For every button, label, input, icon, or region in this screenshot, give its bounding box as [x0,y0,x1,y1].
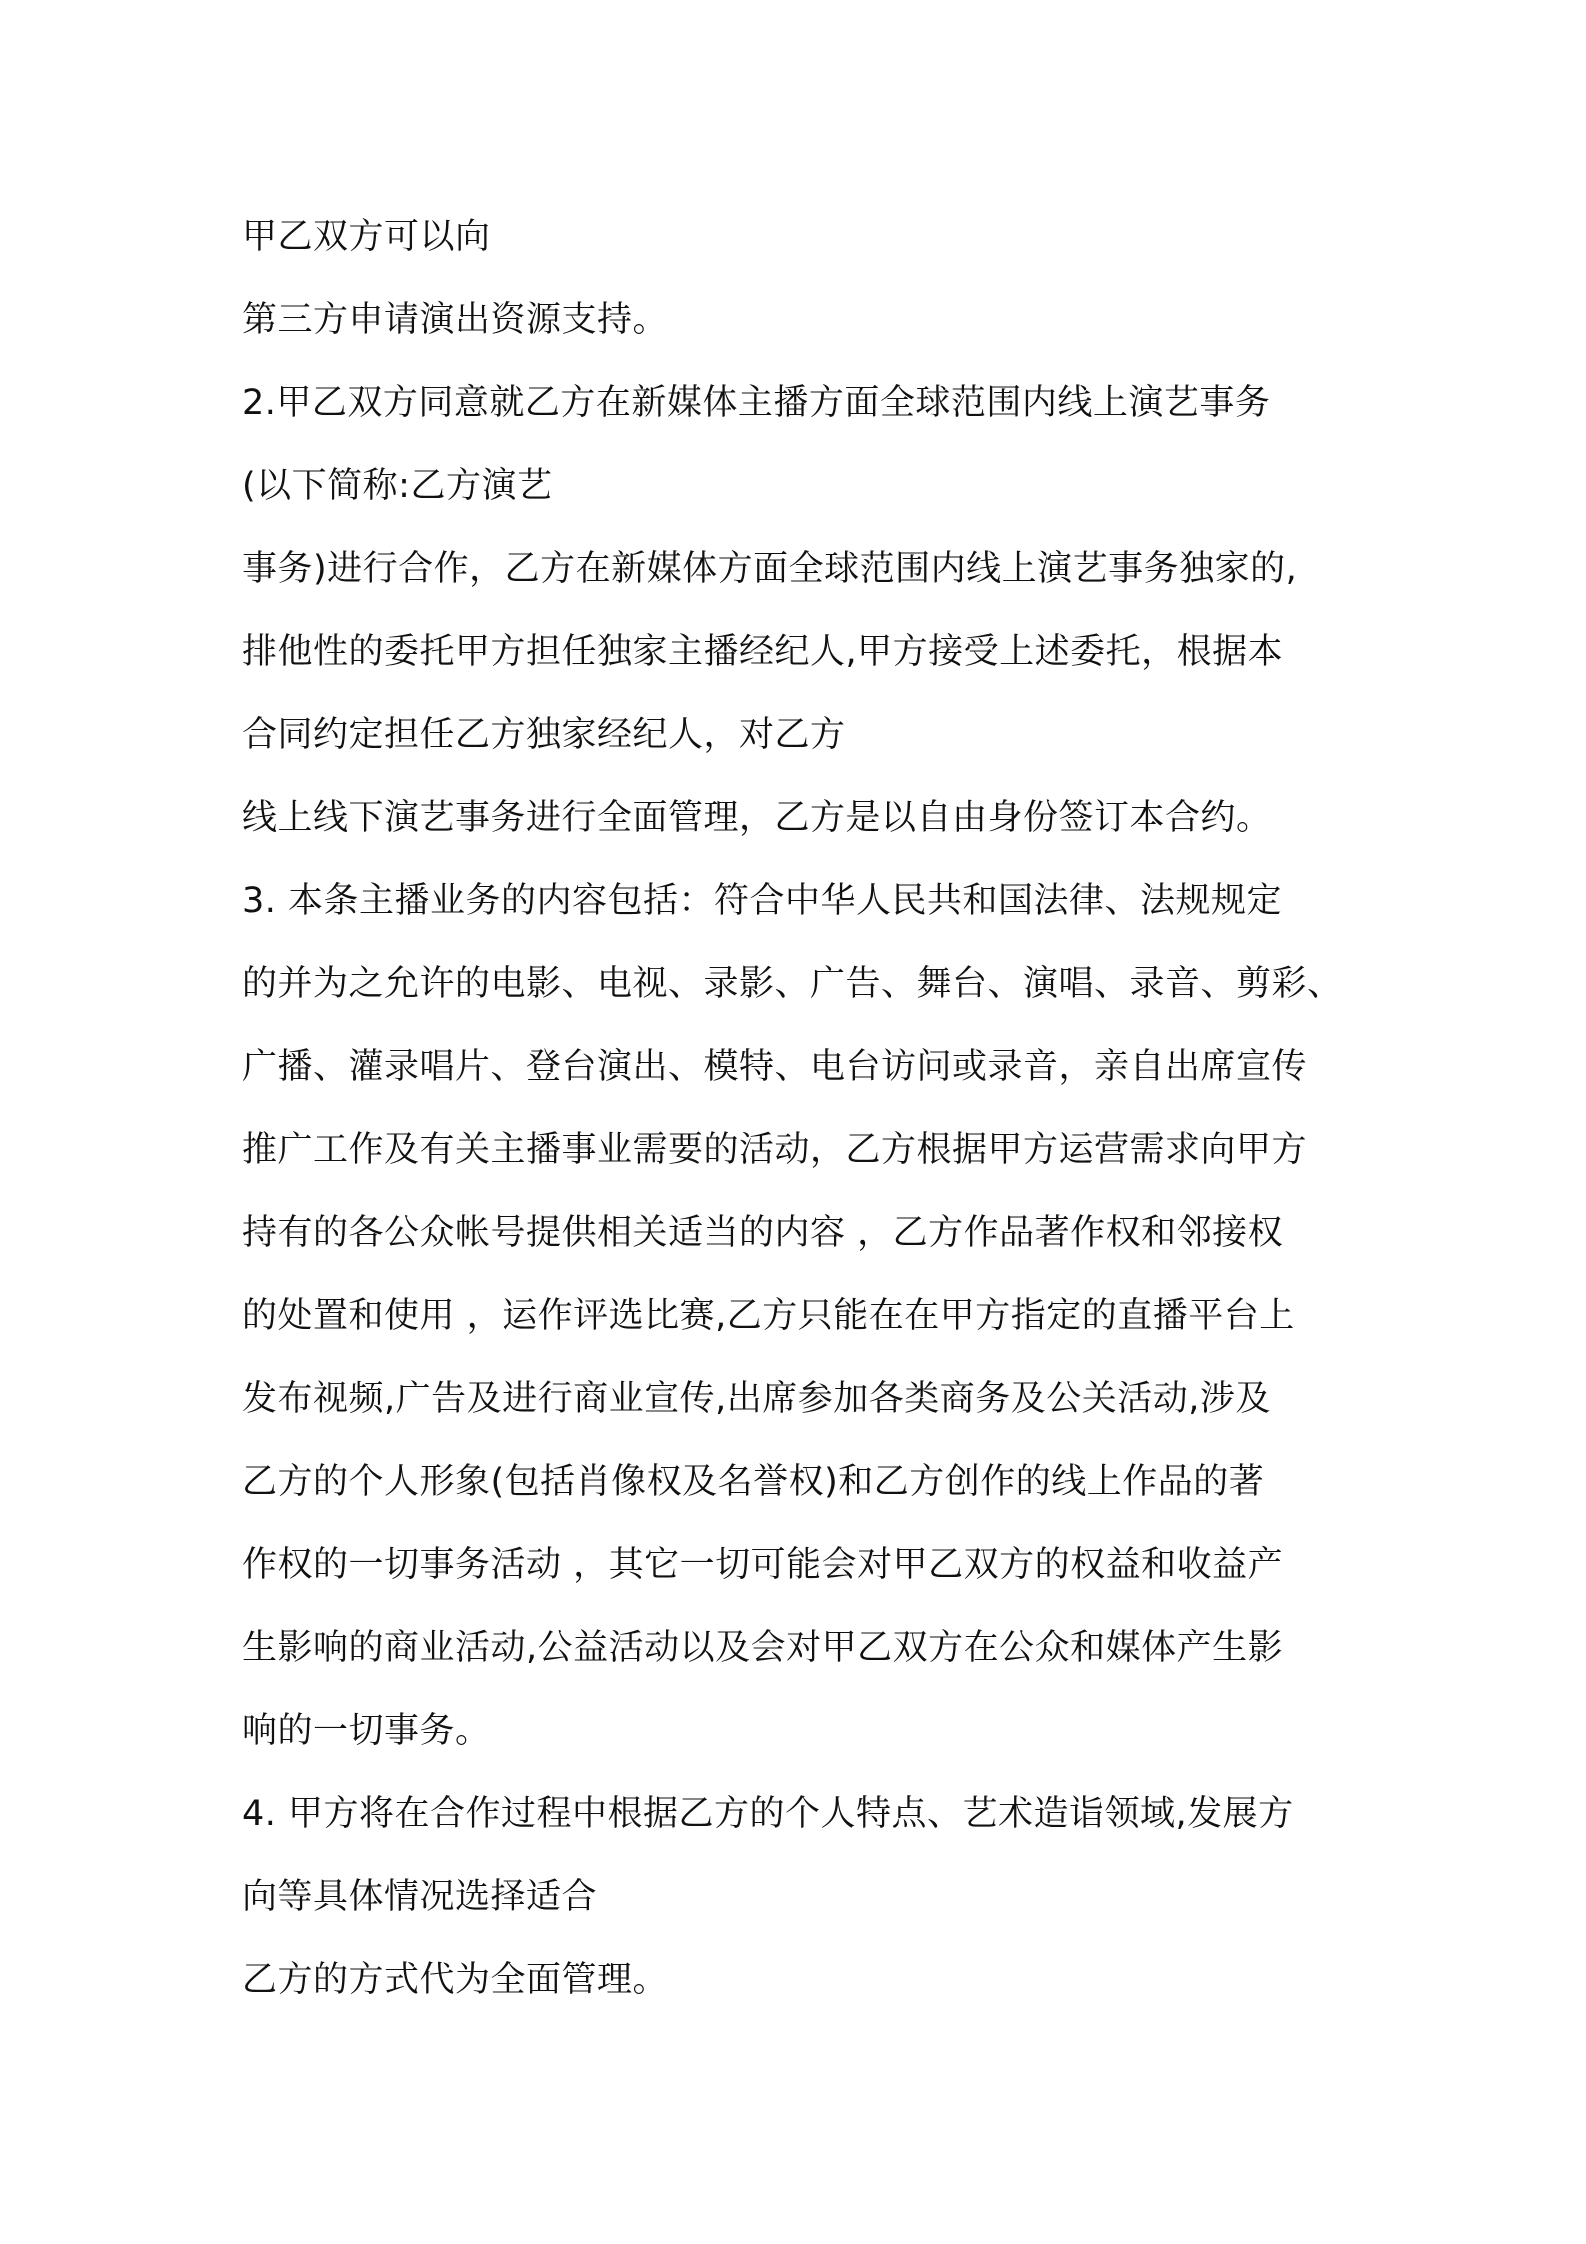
text-line: 第三方申请演出资源支持。 [242,300,669,340]
clause-2-line: 2.甲乙双方同意就乙方在新媒体主播方面全球范围内线上演艺事务 [242,383,1271,423]
text-line: 响的一切事务。 [242,1711,491,1751]
text-line: 事务)进行合作，乙方在新媒体方面全球范围内线上演艺事务独家的, [242,549,1298,589]
text-line: 排他性的委托甲方担任独家主播经纪人,甲方接受上述委托，根据本 [242,632,1284,672]
text-line: 广播、灌录唱片、登台演出、模特、电台访问或录音，亲自出席宣传 [242,1047,1308,1087]
clause-4-line: 4. 甲方将在合作过程中根据乙方的个人特点、艺术造诣领域,发展方 [242,1794,1294,1834]
text-line: (以下简称:乙方演艺 [242,466,553,506]
text-line: 的处置和使用 ，运作评选比赛,乙方只能在在甲方指定的直播平台上 [242,1296,1295,1336]
text-line: 乙方的个人形象(包括肖像权及名誉权)和乙方创作的线上作品的著 [242,1462,1265,1502]
text-line: 持有的各公众帐号提供相关适当的内容 ，乙方作品著作权和邻接权 [242,1213,1284,1253]
text-line: 推广工作及有关主播事业需要的活动，乙方根据甲方运营需求向甲方 [242,1130,1308,1170]
text-line: 生影响的商业活动,公益活动以及会对甲乙双方在公众和媒体产生影 [242,1628,1284,1668]
clause-3-line: 3. 本条主播业务的内容包括：符合中华人民共和国法律、法规规定 [242,881,1283,921]
text-line: 的并为之允许的电影、电视、录影、广告、舞台、演唱、录音、剪彩、 [242,964,1343,1004]
text-line: 甲乙双方可以向 [242,217,491,257]
text-line: 乙方的方式代为全面管理。 [242,1960,669,2000]
document-body [242,196,1362,2022]
text-line: 作权的一切事务活动 ，其它一切可能会对甲乙双方的权益和收益产 [242,1545,1284,1585]
text-line: 线上线下演艺事务进行全面管理，乙方是以自由身份签订本合约。 [242,798,1272,838]
text-line: 向等具体情况选择适合 [242,1877,598,1917]
text-line: 合同约定担任乙方独家经纪人，对乙方 [242,715,846,755]
text-line: 发布视频,广告及进行商业宣传,出席参加各类商务及公关活动,涉及 [242,1379,1271,1419]
